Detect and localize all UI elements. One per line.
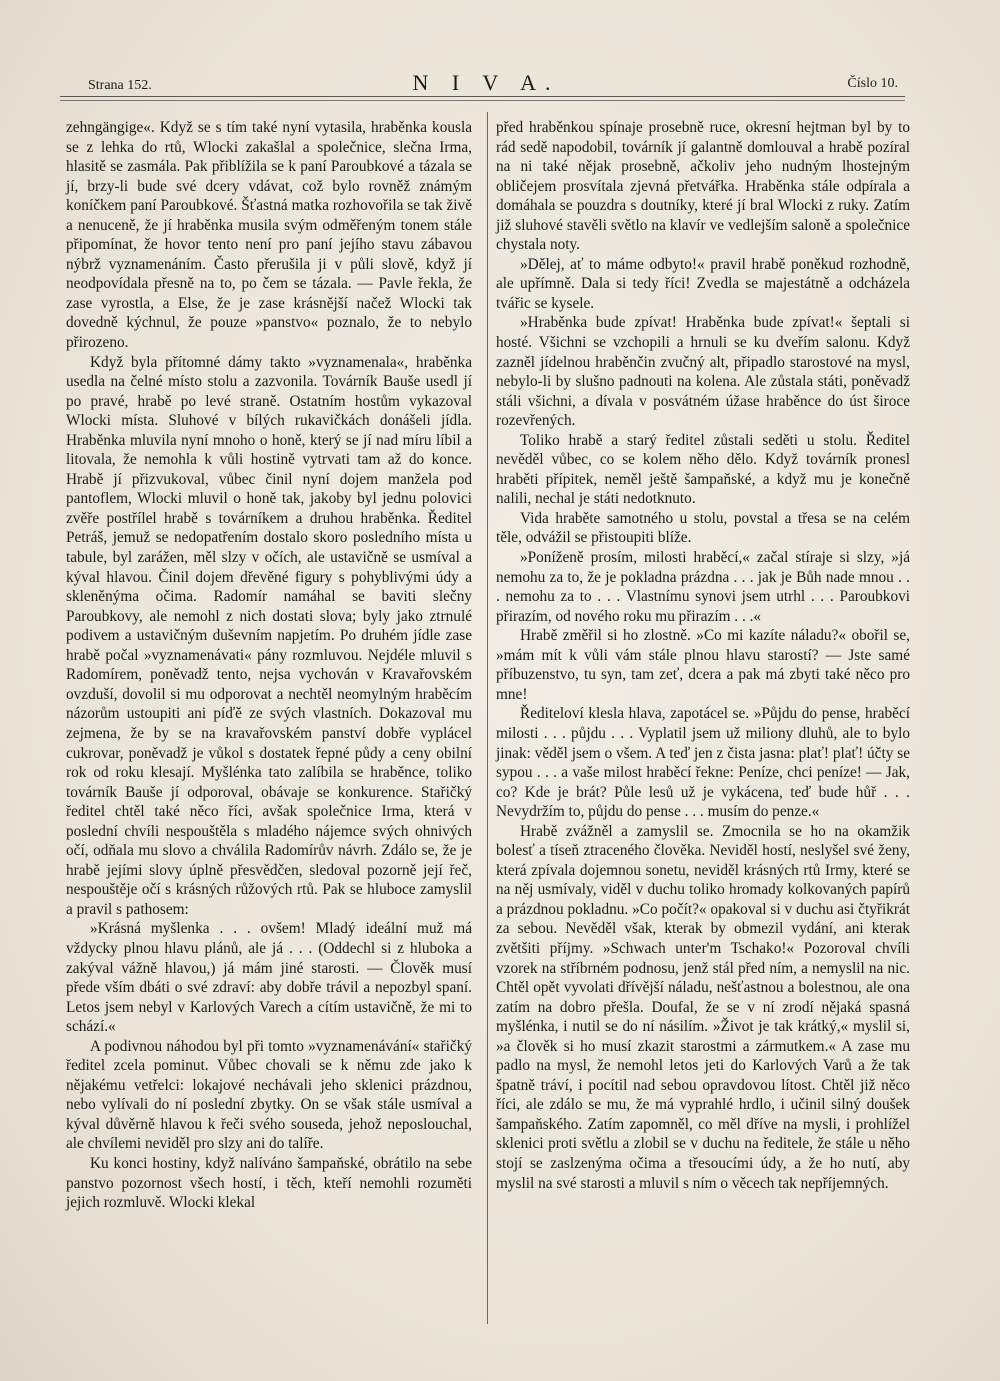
page-number-label: Strana 152. — [88, 78, 152, 93]
paragraph: před hraběnkou spínaje prosebně ruce, okresní hejtman byl by to rád sedě napodobil, továrník jí galantně domlouval a hrabě pozíral na ni také nějak prosebně, ačkoliv jeho nudným lhostejným obličejem prosvítala zjevná přetvářka. Hraběnka stále odpírala a domáhala se pouzdra s doutníky, které jí bral Wlocki z ruky. Zatím již sluhové stavěli světlo na klavír ve vedlejším saloně a společnice chystala noty. — [496, 119, 910, 254]
header-rule-bottom — [60, 100, 905, 101]
paragraph: Řediteloví klesla hlava, zapotácel se. »Půjdu do pense, hraběcí milosti . . . půjdu . . . Vyplatil jsem už miliony dluhů, ale to bylo jinak: věděl jsem o všem. A teď jen z čista jasna: plať! plať! účty se sypou . . . a vaše milost hraběcí řekne: Peníze, chci peníze! — Jak, co? Kde je brát? Půle lesů už je vykácena, teď bude hůř . . . Nevydržím to, půjdu do pense . . . musím do penze.« — [496, 705, 910, 821]
issue-number-label: Číslo 10. — [847, 76, 898, 91]
paragraph: Když byla přítomné dámy takto »vyznamenala«, hraběnka usedla na čelné místo stolu a zazvonila. Továrník Bauše usedl jí po pravé, hrabě po levé straně. Ostatním hostům vykazoval Wlocki místa. Sluhové v bílých rukavičkách donášeli jídla. Hraběnka mluvila nyní mnoho o honě, který se jí nad míru líbil a litovala, že nemohla k vůli hostině vytrvati tam až do konce. Hrabě jí přizvukoval, vůbec činil nyní dojem manžela pod pantoflem, Wlocki mluvil o honě tak, jakoby byl jednu polovici zvěře postřílel hrabě s továrníkem a druhou hraběnka. Ředitel Petráš, jemuž se nedopatřením dostalo skoro posledního místa u tabule, byl zarážen, měl slzy v očích, ale ustavičně se usmíval a kýval hlavou. Činil dojem dřevěné figury s pohyblivými údy a skleněnýma očima. Radomír namáhal se baviti slečny Paroubkovy, ale nemohl z nich dostati slova; byly jako ztrnulé podivem a ustavičným duševním napjetím. Po druhém jídle zase hrabě počal »vyznamenávati« pány rozmluvou. Nejdéle mluvil s Radomírem, poněvadž tento, nejsa vychován v Kravařovském ovzduší, dovolil si mu odporovat a nechtěl neomylným hraběcím názorům ustoupiti ani píďě ze svých vlastních. Dokazoval mu zejmena, že by se na kravařovském panství dobře vyplácel cukrovar, poněvadž je vůkol s dostatek řepné půdy a ceny obilní rok od roku klesají. Myšlénka tato zalíbila se hraběnce, toliko továrník Bauše jí odporoval, obávaje se konkurence. Stařičký ředitel chtěl také něco říci, avšak společnice Irma, která v poslední chvíli nespouštěla s mladého nájemce svých ohnivých očí, odňala mu slovo a chválila Radomírův návrh. Zdálo se, že je hrabě jejími slovy úplně přesvědčen, sledoval pozorně její řeč, nespouštěje očí s krásných růžových rtů. Pak se hluboce zamyslil a pravil s pathosem: — [66, 353, 472, 918]
paragraph: »Poníženě prosím, milosti hraběcí,« začal stíraje si slzy, »já nemohu za to, že je pokladna prázdna . . . jak je Bůh nade mnou . . . nemohu za to . . . Vlastnímu synovi jsem utrhl . . . Paroubkovi přirazím, od nového roku mu přirazím . . .« — [496, 549, 910, 625]
paragraph: zehngängige«. Když se s tím také nyní vytasila, hraběnka kousla se z lehka do rtů, Wlocki zakašlal a společnice, slečna Irma, hlasitě se zasmála. Pak přiblížila se k paní Paroubkové a tázala se jí, brzy-li bude své dcery vdávat, což bylo rovněž známým koníčkem paní Paroubkové. Šťastná matka rozhovořila se tak živě a nenuceně, že jí hraběnka musila svým odměřeným tonem stále připomínat, že hovor tento není pro paní jejího stavu zábavou nýbrž vyznamenáním. Často přerušila ji v půli slově, když jí neodpovídala přesně na to, po čem se tázala. — Pavle řekla, že zase vyrostla, a Else, že je zase krásnější načež Wlocki tak dovedně kýchnul, že pouze »panstvo« poznalo, že to nebylo přirozeno. — [66, 119, 472, 352]
paragraph: A podivnou náhodou byl při tomto »vyznamenávání« stařičký ředitel zcela pominut. Vůbec chovali se k němu zde jako k nějakému vetřelci: lokajové nechávali jeho sklenici prázdnou, nebo vylívali do ní poslední zbytky. On se však stále usmíval a kýval důvěrně hlavou k řeči svého souseda, jehož neposlouchal, ale chvílemi neviděl pro slzy ani do talíře. — [66, 1037, 472, 1153]
paragraph: Hrabě změřil si ho zlostně. »Co mi kazíte náladu?« obořil se, »mám mít k vůli vám stále plnou hlavu starostí? — Jste samé příbuzenstvo, tu syn, tam zeť, dcera a pak má zbyti také něco pro mne! — [496, 627, 910, 703]
paragraph: Toliko hrabě a starý ředitel zůstali seděti u stolu. Ředitel nevěděl vůbec, co se kolem něho dělo. Když továrník pronesl hraběti přípitek, neměl ještě šampaňské, a když mu je konečně nalili, nechal je státi nedotknuto. — [496, 431, 910, 508]
journal-title: N I V A. — [412, 70, 560, 95]
column-divider — [487, 112, 488, 1324]
paragraph: Vida hraběte samotného u stolu, povstal a třesa se na celém těle, odvážil se přistoupiti blíže. — [496, 509, 910, 547]
paragraph: Hrabě zvážněl a zamyslil se. Zmocnila se ho na okamžik bolesť a tíseň ztraceného člověka. Neviděl hostí, neslyšel své ženy, která zpívala dojemnou sonetu, neviděl krásných rtů Irmy, které se na něj usmívaly, viděl v duchu toliko hromady kolkovaných papírů a prázdnou pokladnu. »Co počít?« opakoval si v duchu asi čtyřikrát za sebou. Nevěděl však, kterak by obmezil vydání, ani kterak zvětšiti příjmy. »Schwach unter'm Tschako!« Pozoroval chvíli vzorek na stříbrném podnosu, jenž stál před ním, a nemyslil na nic. Chtěl opět vyvolati dřívější náladu, nešťastnou a bolestnou, ale ona zatím na dobro přešla. Doufal, že se v ní zrodí nějaká spasná myšlénka, i nutil se do ní násilím. »Život je tak krátký,« myslil si, »a člověk si ho musí zkazit starostmi a zármutkem.« A zase mu padlo na mysl, že nemohl letos jeti do Karlových Varů a že tak špatně tráví, i pocítil nad sebou opravdovou lítost. Chtěl již něco říci, ale zdálo se mu, že má vyprahlé hrdlo, i učinil silný doušek šampaňského. Zatím zapomněl, co měl dříve na mysli, i prohlížel sklenici proti světlu a zlobil se v duchu na ředitele, že stále u něho stojí se zaslzenýma očima a třesoucími údy, a že ho nutí, aby myslil na své starosti a mluvil s ním o věcech tak nepříjemných. — [496, 822, 910, 1192]
paragraph: »Krásná myšlenka . . . ovšem! Mladý ideální muž má vždycky plnou hlavu plánů, ale já . . . (Oddechl si z hluboka a zakýval vážně hlavou,) já mám jiné starosti. — Člověk musí přede vším dbáti o své zdraví: aby dobře trávil a nepozbyl spaní. Letos jsem nebyl v Karlových Varech a cítím ustavičně, že mi to schází.« — [66, 920, 472, 1036]
header-rule-top — [60, 96, 905, 97]
page-header — [68, 70, 904, 96]
paragraph: Ku konci hostiny, když nalíváno šampaňské, obrátilo na sebe panstvo pozornost všech hostí, i těch, kteří nemohli rozuměti jejich rozmluvě. Wlocki klekal — [66, 1154, 472, 1212]
paragraph: »Dělej, ať to máme odbyto!« pravil hrabě poněkud rozhodně, ale upřímně. Dala si tedy říci! Zvedla se majestátně a odcházela tvářic se kysele. — [496, 255, 910, 312]
left-column — [66, 118, 472, 1213]
right-column — [496, 118, 910, 1193]
paragraph: »Hraběnka bude zpívat! Hraběnka bude zpívat!« šeptali si hosté. Všichni se vzchopili a hrnuli se ku dveřím salonu. Když zazněl jídelnou hraběnčin zvučný alt, připadlo starostové na mysl, nebylo-li by slušno padnouti na kolena. Ale zůstala státi, poněvadž stáli všichni, a dívala v posvátném úžase hraběnce do úst široce rozevřených. — [496, 314, 910, 430]
